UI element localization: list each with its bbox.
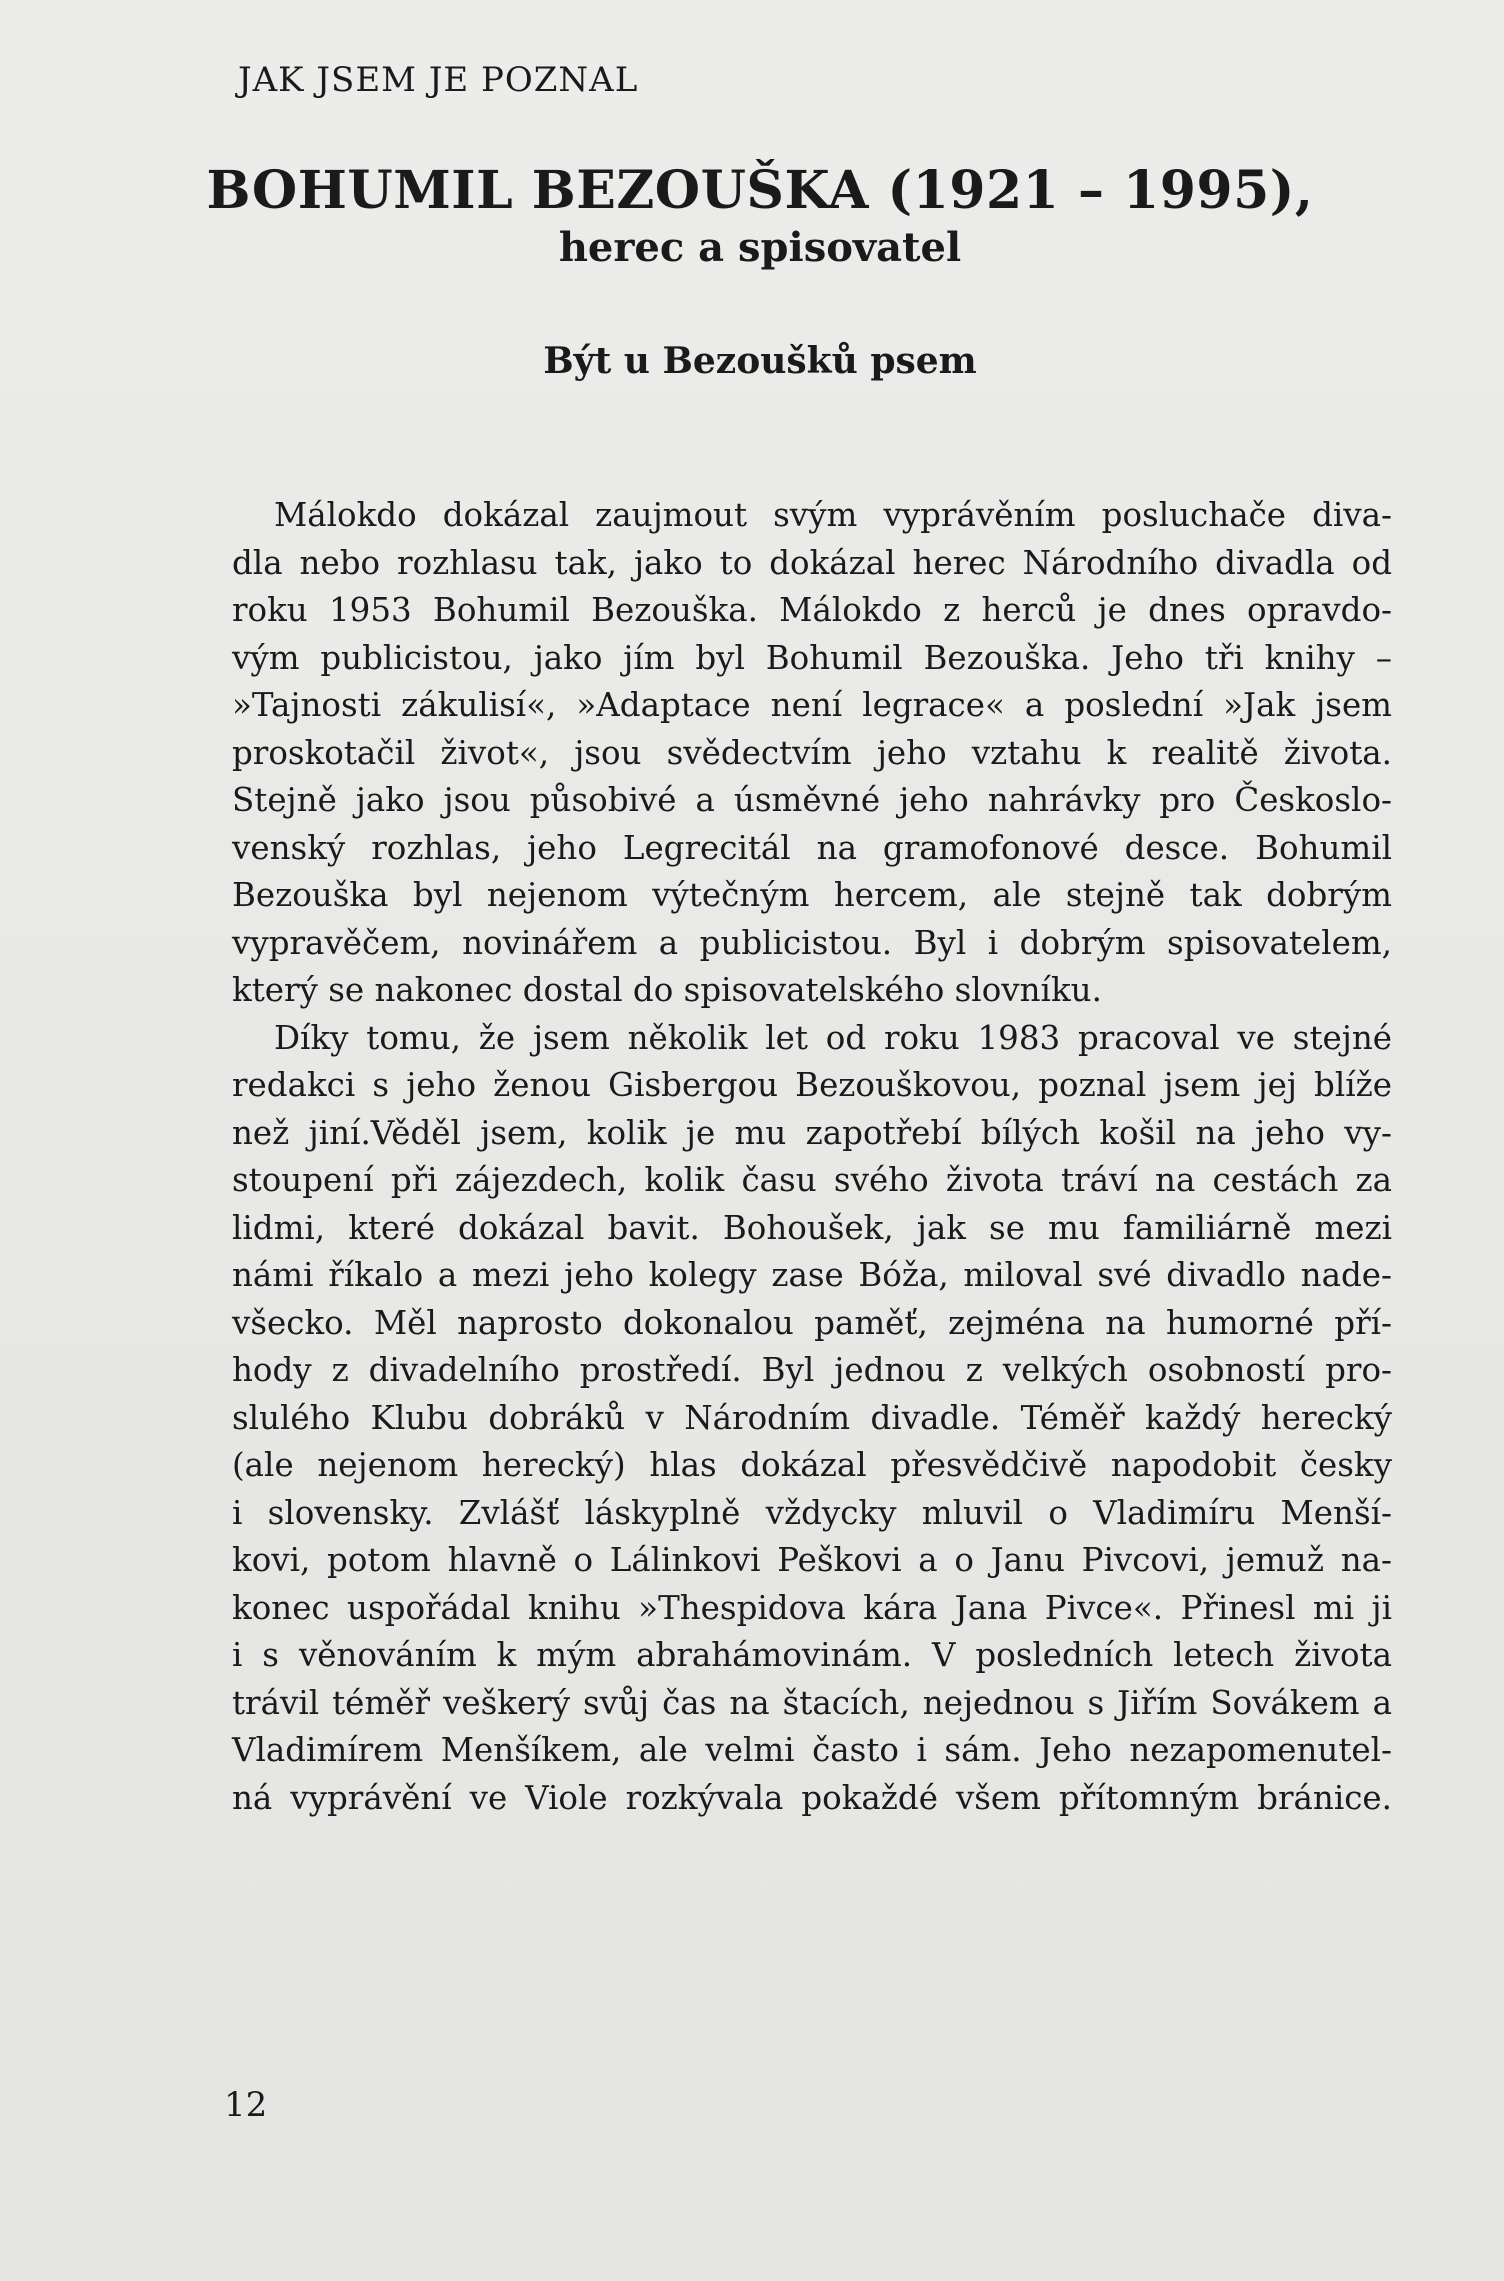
text-line: redakci s jeho ženou Gisbergou Bezouškovou, poznal jsem jej blíže <box>232 1066 1392 1104</box>
text-line: stoupení při zájezdech, kolik času svého života tráví na cestách za <box>232 1161 1392 1199</box>
page-number: 12 <box>224 2085 268 2125</box>
text-line: lidmi, které dokázal bavit. Bohoušek, jak se mu familiárně mezi <box>232 1208 1392 1247</box>
text-line: i s věnováním k mým abrahámovinám. V posledních letech života <box>232 1636 1392 1674</box>
paragraph-1 <box>232 492 1392 1015</box>
body-text <box>232 492 1392 1822</box>
text-line: Vladimírem Menšíkem, ale velmi často i sám. Jeho nezapomenutel- <box>232 1731 1392 1769</box>
running-head: JAK JSEM JE POZNAL <box>238 60 639 100</box>
text-line: »Tajnosti zákulisí«, »Adaptace není legrace« a poslední »Jak jsem <box>232 686 1392 724</box>
text-line: vým publicistou, jako jím byl Bohumil Bezouška. Jeho tři knihy – <box>232 638 1392 677</box>
text-line: proskotačil život«, jsou svědectvím jeho vztahu k realitě života. <box>232 733 1392 772</box>
text-line: Díky tomu, že jsem několik let od roku 1983 pracoval ve stejné <box>274 1018 1392 1057</box>
text-line: ná vyprávění ve Viole rozkývala pokaždé všem přítomným bránice. <box>232 1778 1392 1817</box>
text-line: který se nakonec dostal do spisovatelského slovníku. <box>232 971 1102 1009</box>
chapter-title <box>180 160 1340 274</box>
text-line: Bezouška byl nejenom výtečným hercem, ale stejně tak dobrým <box>232 876 1392 914</box>
text-line: Málokdo dokázal zaujmout svým vyprávěním posluchače diva- <box>274 496 1392 534</box>
text-line: než jiní.Věděl jsem, kolik je mu zapotřebí bílých košil na jeho vy- <box>232 1113 1392 1152</box>
text-line: kovi, potom hlavně o Lálinkovi Peškovi a o Janu Pivcovi, jemuž na- <box>232 1541 1392 1579</box>
text-line: dla nebo rozhlasu tak, jako to dokázal herec Národního divadla od <box>232 543 1392 582</box>
text-line: i slovensky. Zvlášť láskyplně vždycky mluvil o Vladimíru Menší- <box>232 1493 1392 1532</box>
section-subheading: Být u Bezoušků psem <box>543 340 977 382</box>
title-main: BOHUMIL BEZOUŠKA (1921 – 1995), <box>206 160 1314 221</box>
text-line: námi říkalo a mezi jeho kolegy zase Bóža, miloval své divadlo nade- <box>232 1256 1392 1294</box>
paragraph-2 <box>232 1015 1392 1823</box>
text-line: slulého Klubu dobráků v Národním divadle. Téměř každý herecký <box>232 1398 1392 1437</box>
text-line: hody z divadelního prostředí. Byl jednou z velkých osobností pro- <box>232 1351 1392 1389</box>
title-subtitle: herec a spisovatel <box>558 224 962 271</box>
text-line: konec uspořádal knihu »Thespidova kára Jana Pivce«. Přinesl mi ji <box>232 1588 1392 1627</box>
text-line: vypravěčem, novinářem a publicistou. Byl i dobrým spisovatelem, <box>232 923 1392 962</box>
text-line: roku 1953 Bohumil Bezouška. Málokdo z herců je dnes opravdo- <box>232 591 1392 629</box>
text-line: všecko. Měl naprosto dokonalou paměť, zejména na humorné pří- <box>232 1303 1392 1342</box>
text-line: trávil téměř veškerý svůj čas na štacích, nejednou s Jiřím Sovákem a <box>232 1683 1392 1722</box>
text-line: venský rozhlas, jeho Legrecitál na gramofonové desce. Bohumil <box>232 828 1392 867</box>
text-line: Stejně jako jsou působivé a úsměvné jeho nahrávky pro Českoslo- <box>232 781 1392 819</box>
text-line: (ale nejenom herecký) hlas dokázal přesvědčivě napodobit česky <box>232 1446 1392 1484</box>
